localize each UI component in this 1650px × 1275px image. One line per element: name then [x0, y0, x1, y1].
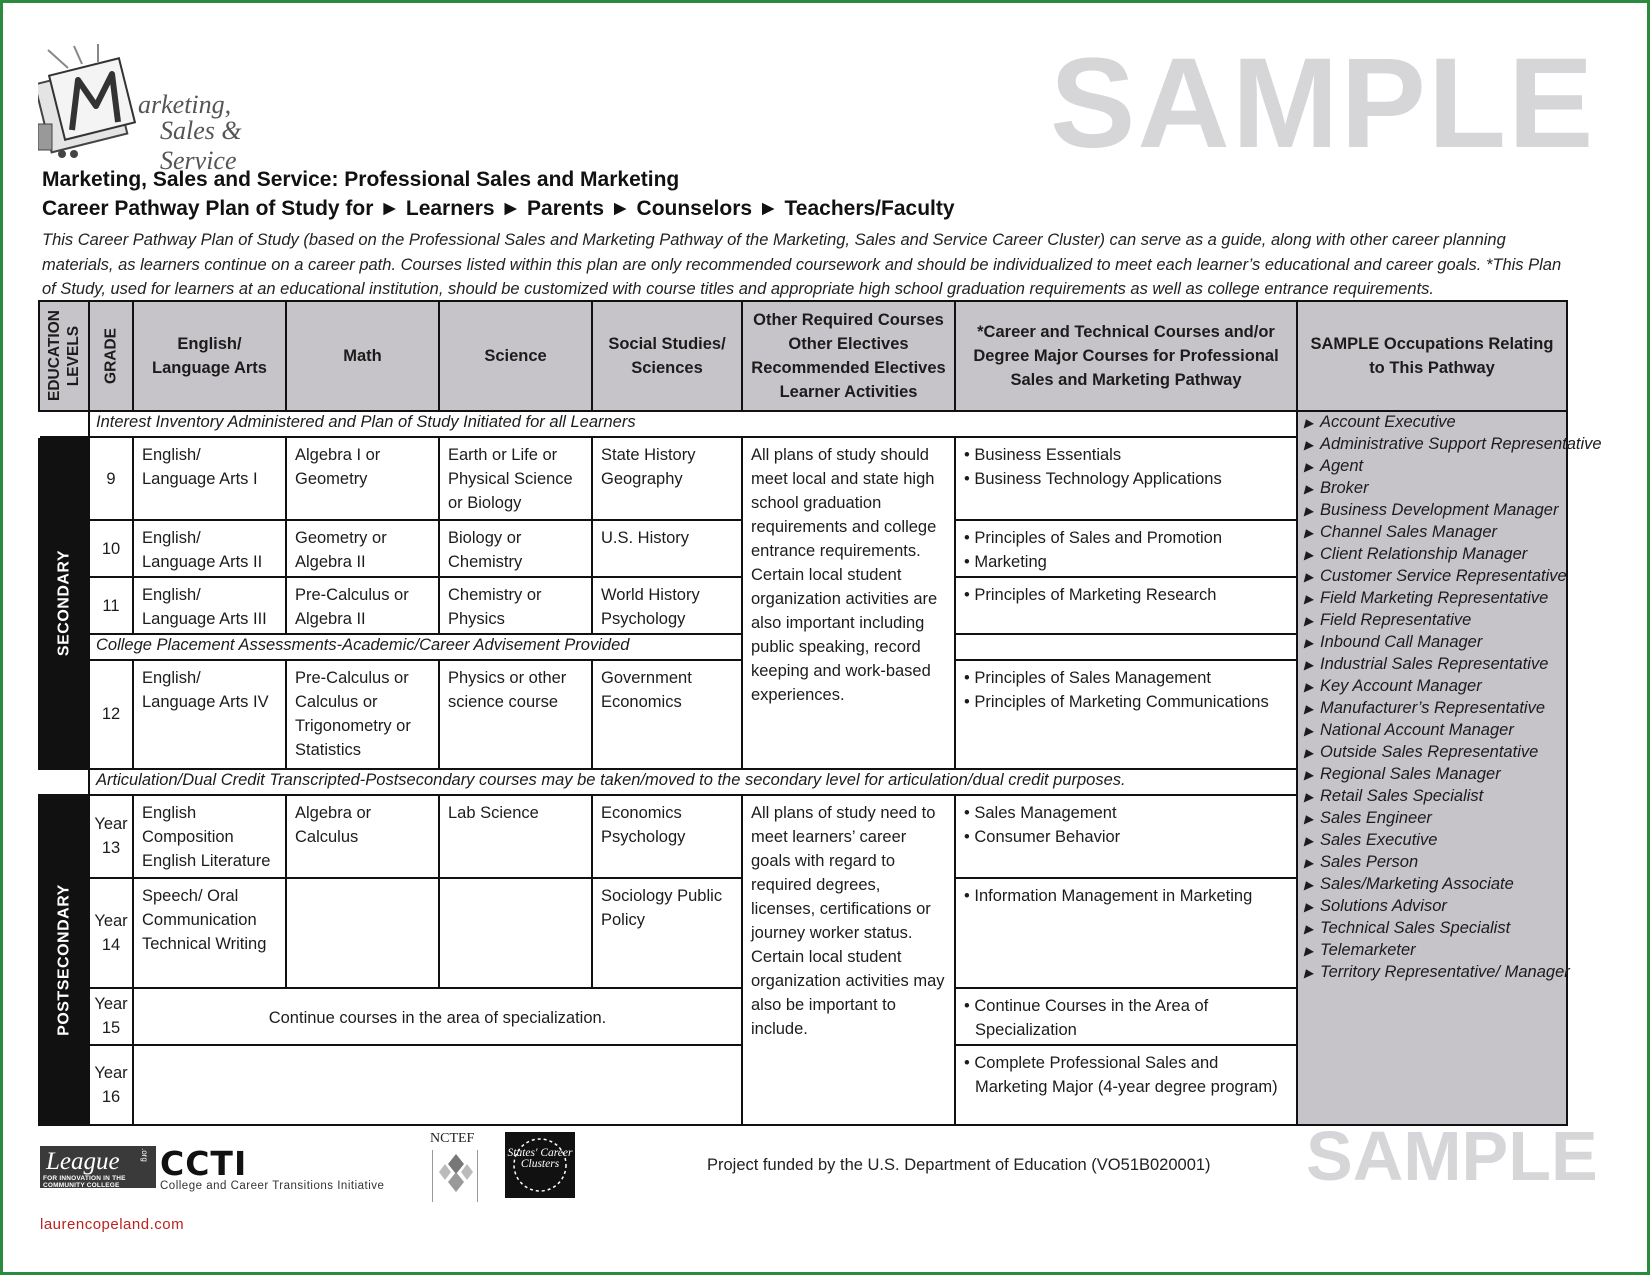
occupation-item: ▶ Account Executive [1304, 412, 1560, 434]
occupation-item: ▶ Telemarketer [1304, 940, 1560, 962]
career-cell: • Sales Management • Consumer Behavior [955, 795, 1297, 878]
career-cell: • Principles of Sales Management • Principles of Marketing Communications [955, 660, 1297, 768]
funding-note: Project funded by the U.S. Department of Education (VO51B020001) [707, 1156, 1211, 1174]
occupation-item: ▶ Territory Representative/ Manager [1304, 962, 1560, 984]
career-cell: • Information Management in Marketing [955, 878, 1297, 988]
arrow-right-icon: ▶ [1304, 592, 1314, 607]
sample-watermark-top: SAMPLE [1050, 32, 1596, 175]
occupation-item: ▶ Sales Person [1304, 852, 1560, 874]
math-cell: Algebra I or Geometry [286, 437, 439, 520]
occupation-item: ▶ Agent [1304, 456, 1560, 478]
social-cell: Government Economics [592, 660, 742, 768]
articulation-note: Articulation/Dual Credit Transcripted-Postsecondary courses may be taken/moved to the secondary level for articulation/dual credit purposes. [89, 769, 1297, 795]
grade-header: GRADE [89, 301, 133, 411]
math-cell: Pre-Calculus or Algebra II [286, 577, 439, 634]
nctef-logo-text: NCTEF [430, 1131, 475, 1146]
grade-cell: Year 15 [89, 988, 133, 1045]
science-cell: Earth or Life or Physical Science or Biology [439, 437, 592, 520]
grade-cell: Year 14 [89, 878, 133, 988]
english-cell: English/ Language Arts IV [133, 660, 286, 768]
career-cell: • Business Essentials • Business Technology Applications [955, 437, 1297, 520]
nctef-diamond-icon [432, 1150, 478, 1202]
science-cell: Chemistry or Physics [439, 577, 592, 634]
grade-cell: 9 [89, 437, 133, 520]
occupation-item: ▶ Sales Engineer [1304, 808, 1560, 830]
social-studies-header: Social Studies/ Sciences [592, 301, 742, 411]
interest-note: Interest Inventory Administered and Plan of Study Initiated for all Learners [89, 411, 1297, 437]
education-levels-header: EDUCATION LEVELS [39, 301, 89, 411]
career-cell: • Principles of Sales and Promotion • Marketing [955, 520, 1297, 577]
social-cell: World History Psychology [592, 577, 742, 634]
arrow-right-icon: ▶ [1304, 812, 1314, 827]
occupation-item: ▶ Key Account Manager [1304, 676, 1560, 698]
arrow-right-icon: ▶ [1304, 834, 1314, 849]
occupations-header: SAMPLE Occupations Relating to This Pathway [1297, 301, 1567, 411]
occupation-item: ▶ Customer Service Representative [1304, 566, 1560, 588]
occupation-item: ▶ Field Representative [1304, 610, 1560, 632]
english-header: English/ Language Arts [133, 301, 286, 411]
science-cell: Physics or other science course [439, 660, 592, 768]
arrow-right-icon: ▶ [1304, 900, 1314, 915]
english-cell: Speech/ Oral Communication Technical Writing [133, 878, 286, 988]
science-header: Science [439, 301, 592, 411]
grade-cell: 10 [89, 520, 133, 577]
occupations-list [1297, 411, 1602, 1125]
other-courses-secondary: All plans of study should meet local and state high school graduation requirements and college entrance requirements. Certain local student organization activities are also important including public speaking, record keeping and work-based experiences. [742, 437, 955, 768]
logo-text-line1: arketing, [138, 90, 232, 119]
occupations-items [1304, 412, 1602, 984]
occupation-item: ▶ Solutions Advisor [1304, 896, 1560, 918]
social-cell: Economics Psychology [592, 795, 742, 878]
arrow-right-icon: ▶ [1304, 878, 1314, 893]
arrow-right-icon: ▶ [1304, 768, 1314, 783]
source-watermark: laurencopeland.com [40, 1216, 185, 1233]
league-logo: League .org FOR INNOVATION IN THE COMMUNITY COLLEGE [40, 1146, 156, 1188]
occupation-item: ▶ Channel Sales Manager [1304, 522, 1560, 544]
plan-of-study-table [38, 300, 1602, 1126]
occupation-item: ▶ Technical Sales Specialist [1304, 918, 1560, 940]
arrow-right-icon: ▶ [1304, 526, 1314, 541]
arrow-right-icon: ▶ [1304, 416, 1314, 431]
postsecondary-band: POSTSECONDARY [39, 795, 89, 1125]
document-title: Marketing, Sales and Service: Professional Sales and Marketing [42, 168, 680, 191]
arrow-right-icon: ▶ [1304, 658, 1314, 673]
arrow-right-icon: ▶ [1304, 702, 1314, 717]
header-row [39, 301, 1567, 411]
career-cell: • Complete Professional Sales and Marketing Major (4-year degree program) [955, 1045, 1297, 1125]
occupation-item: ▶ Business Development Manager [1304, 500, 1560, 522]
logo-text-line2: Sales & Service [160, 116, 242, 175]
intro-paragraph: This Career Pathway Plan of Study (based on the Professional Sales and Marketing Pathway of the Marketing, Sales and Service Career Cluster) can serve as a guide, along with other career planning materials, as learners continue on a career path. Courses listed within this plan are only recommended coursework and should be individualized to meet each learner’s educational and career goals. *This Plan of Study, used for learners at an educational institution, should be customized with course titles and appropriate high school graduation requirements as well as college entrance requirements. [42, 231, 1562, 298]
social-cell: Sociology Public Policy [592, 878, 742, 988]
english-cell: English/ Language Arts II [133, 520, 286, 577]
arrow-right-icon: ▶ [1304, 680, 1314, 695]
ccti-logo: CCTI [160, 1144, 248, 1183]
occupation-item: ▶ Client Relationship Manager [1304, 544, 1560, 566]
arrow-right-icon: ▶ [1304, 724, 1314, 739]
occupation-item: ▶ Manufacturer’s Representative [1304, 698, 1560, 720]
arrow-right-icon: ▶ [1304, 482, 1314, 497]
m-logo-icon [38, 44, 148, 162]
science-cell [439, 878, 592, 988]
grade-cell: Year 16 [89, 1045, 133, 1125]
arrow-right-icon: ▶ [1304, 460, 1314, 475]
occupation-item: ▶ Inbound Call Manager [1304, 632, 1560, 654]
social-cell: U.S. History [592, 520, 742, 577]
english-cell: English/ Language Arts III [133, 577, 286, 634]
arrow-right-icon: ▶ [1304, 438, 1314, 453]
occupation-item: ▶ Field Marketing Representative [1304, 588, 1560, 610]
math-cell: Algebra or Calculus [286, 795, 439, 878]
social-cell: State History Geography [592, 437, 742, 520]
document-subtitle: Career Pathway Plan of Study for ► Learners ► Parents ► Counselors ► Teachers/Faculty [42, 197, 955, 220]
arrow-right-icon: ▶ [1304, 856, 1314, 871]
arrow-right-icon: ▶ [1304, 944, 1314, 959]
grade-cell: 12 [89, 660, 133, 768]
math-header: Math [286, 301, 439, 411]
occupation-item: ▶ Broker [1304, 478, 1560, 500]
arrow-right-icon: ▶ [1304, 570, 1314, 585]
states-career-clusters-seal: States' Career Clusters [505, 1132, 575, 1198]
occupation-item: ▶ Administrative Support Representative [1304, 434, 1560, 456]
grade-cell: 11 [89, 577, 133, 634]
english-cell: English Composition English Literature [133, 795, 286, 878]
ccti-tagline: College and Career Transitions Initiative [160, 1180, 385, 1192]
occupation-item: ▶ Sales Executive [1304, 830, 1560, 852]
other-courses-postsecondary: All plans of study need to meet learners’ career goals with regard to required degrees, licenses, certifications or journey worker status. Certain local student organization activities may also be important to include. [742, 795, 955, 1125]
career-cell: • Continue Courses in the Area of Specialization [955, 988, 1297, 1045]
career-technical-header: *Career and Technical Courses and/or Degree Major Courses for Professional Sales and Marketing Pathway [955, 301, 1297, 411]
science-cell: Biology or Chemistry [439, 520, 592, 577]
arrow-right-icon: ▶ [1304, 966, 1314, 981]
occupation-item: ▶ Retail Sales Specialist [1304, 786, 1560, 808]
math-cell [286, 878, 439, 988]
math-cell: Pre-Calculus or Calculus or Trigonometry or Statistics [286, 660, 439, 768]
arrow-right-icon: ▶ [1304, 614, 1314, 629]
arrow-right-icon: ▶ [1304, 504, 1314, 519]
occupation-item: ▶ Regional Sales Manager [1304, 764, 1560, 786]
grade-cell: Year 13 [89, 795, 133, 878]
secondary-band: SECONDARY [39, 437, 89, 768]
math-cell: Geometry or Algebra II [286, 520, 439, 577]
english-cell: English/ Language Arts I [133, 437, 286, 520]
occupation-item: ▶ National Account Manager [1304, 720, 1560, 742]
arrow-right-icon: ▶ [1304, 746, 1314, 761]
career-cell: • Principles of Marketing Research [955, 577, 1297, 634]
arrow-right-icon: ▶ [1304, 790, 1314, 805]
occupation-item: ▶ Industrial Sales Representative [1304, 654, 1560, 676]
arrow-right-icon: ▶ [1304, 636, 1314, 651]
other-courses-header: Other Required Courses Other Electives Recommended Electives Learner Activities [742, 301, 955, 411]
continue-courses-cell: Continue courses in the area of specialization. [133, 988, 742, 1045]
placement-note: College Placement Assessments-Academic/Career Advisement Provided [89, 634, 742, 660]
interest-note-row [39, 411, 1567, 437]
science-cell: Lab Science [439, 795, 592, 878]
arrow-right-icon: ▶ [1304, 548, 1314, 563]
occupation-item: ▶ Outside Sales Representative [1304, 742, 1560, 764]
occupation-item: ▶ Sales/Marketing Associate [1304, 874, 1560, 896]
sample-watermark-bottom: SAMPLE [1306, 1117, 1598, 1195]
arrow-right-icon: ▶ [1304, 922, 1314, 937]
marketing-logo [38, 44, 308, 175]
